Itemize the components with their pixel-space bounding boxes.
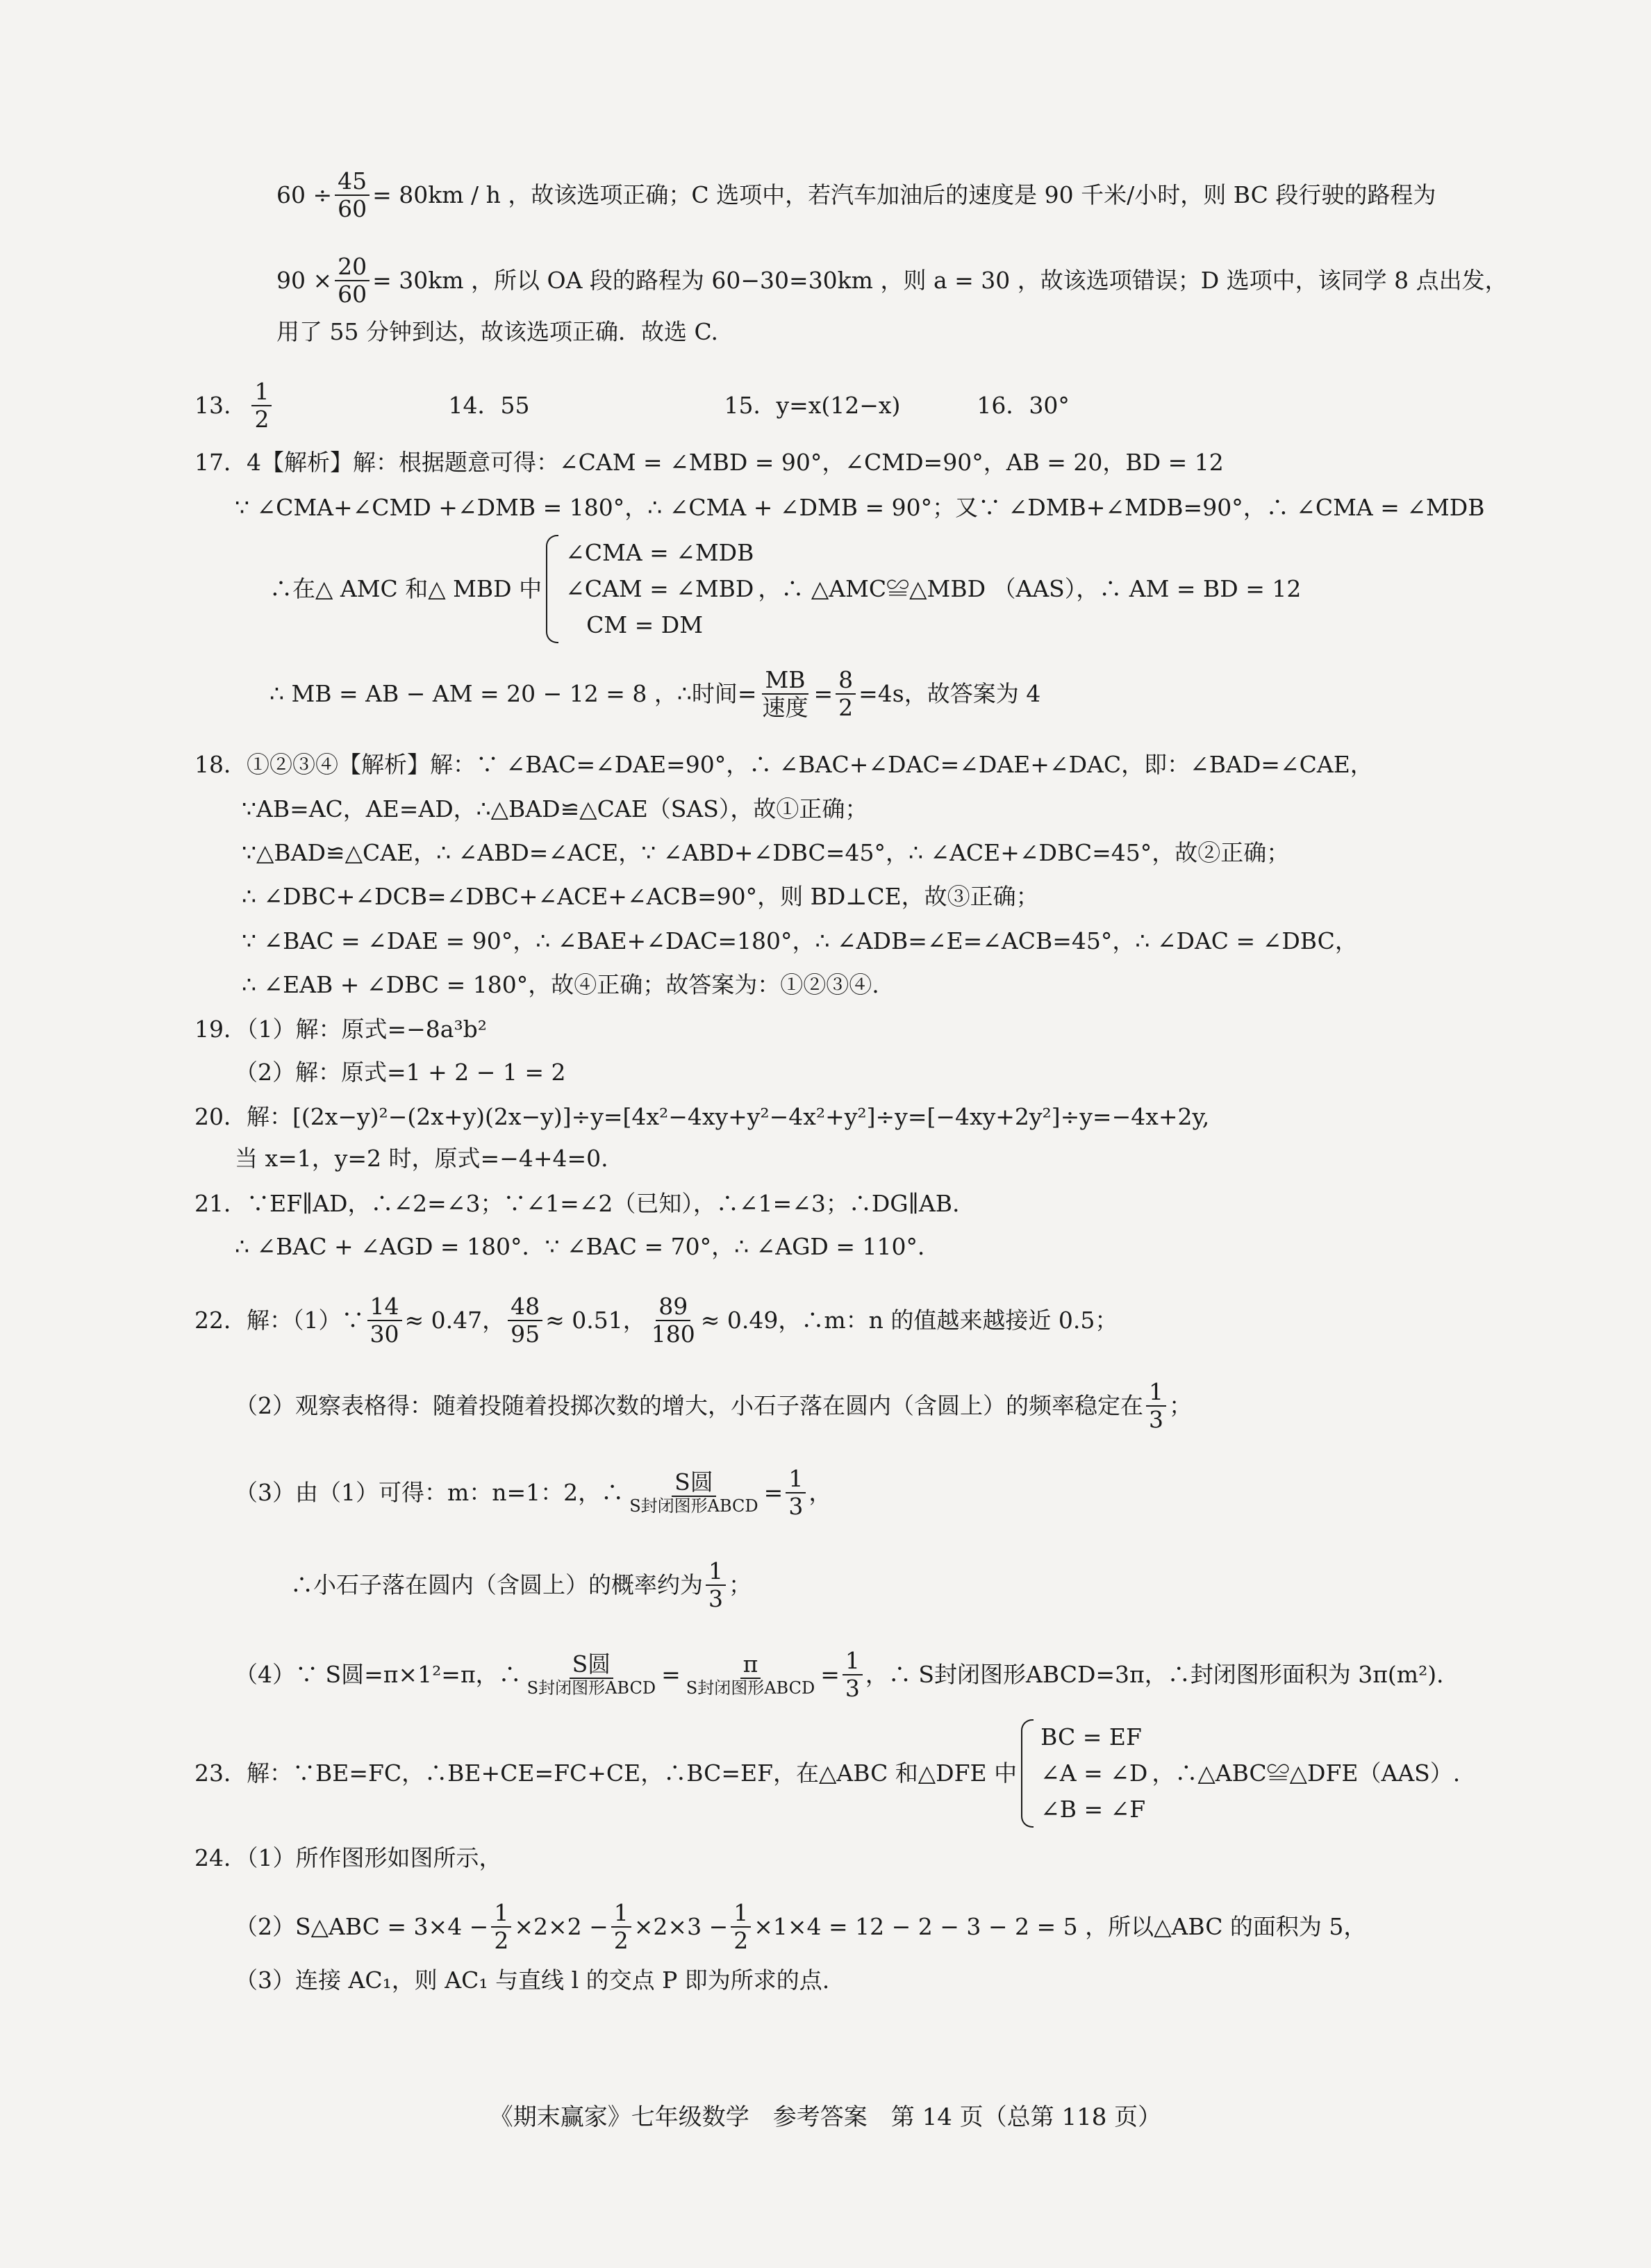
q20-line: 当 x=1，y=2 时，原式=−4+4=0. <box>235 1145 608 1172</box>
q17-line: ∵ ∠CMA+∠CMD +∠DMB = 180°，∴ ∠CMA + ∠DMB = 90°；又∵ ∠DMB+∠MDB=90°，∴ ∠CMA = ∠MDB <box>235 494 1485 521</box>
fraction: $\frac{8}{2}$ <box>836 667 856 721</box>
fraction: $\frac{\text{S圆}}{\text{S封闭图形ABCD}}$ <box>629 1468 758 1516</box>
q17-system-line: ∴在△ AMC 和△ MBD 中 ∠CMA = ∠MDB ∠CAM = ∠MBD CM = DM ，∴ △AMC≌△MBD （AAS），∴ AM = BD = 12 <box>269 535 1301 643</box>
q22-line: 22．解：（1）∵ $\frac{14}{30}$ ≈ 0.47， $\frac{48}{95}$ ≈ 0.51， $\frac{89}{180}$ ≈ 0.49，∴m：n 的值越来越接近 0.5； <box>194 1293 1118 1348</box>
answers-13-16: 13. $\frac{1}{2}$ 14．55 15．y=x(12−x) 16．30° <box>194 378 1070 433</box>
left-brace <box>1021 1719 1034 1828</box>
q19-line: （2）解：原式=1 + 2 − 1 = 2 <box>235 1059 566 1086</box>
fraction: $\frac{45}{60}$ <box>335 168 370 222</box>
text-line: 用了 55 分钟到达，故该选项正确．故选 C. <box>276 318 719 345</box>
q21-line: ∴ ∠BAC + ∠AGD = 180°．∵ ∠BAC = 70°，∴ ∠AGD = 110°． <box>235 1233 941 1260</box>
fraction: $\frac{\text{S圆}}{\text{S封闭图形ABCD}}$ <box>526 1650 656 1698</box>
q19-line: 19．（1）解：原式=−8a³b² <box>194 1016 488 1043</box>
fraction: $\frac{48}{95}$ <box>508 1293 542 1348</box>
q18-line: 18．①②③④【解析】解：∵ ∠BAC=∠DAE=90°，∴ ∠BAC+∠DAC=∠DAE+∠DAC，即：∠BAD=∠CAE， <box>194 751 1373 778</box>
fraction: $\frac{1}{3}$ <box>1146 1379 1166 1433</box>
fraction: $\frac{14}{30}$ <box>367 1293 402 1348</box>
q22-line: ∴小石子落在圆内（含圆上）的概率约为 $\frac{1}{3}$ ； <box>290 1557 752 1612</box>
equation-system: ∠CMA = ∠MDB ∠CAM = ∠MBD CM = DM <box>546 535 754 643</box>
q17-line: ∴ MB = AB − AM = 20 − 12 = 8 ，∴时间= $\frac{MB}{\text{速度}}$ = $\frac{8}{2}$ =4s，故答案为 4 <box>269 666 1041 721</box>
text-line: 90 × $\frac{20}{60}$ = 30km ，所以 OA 段的路程为 60−30=30km ，则 a = 30 ，故该选项错误；D 选项中，该同学 8 点出发， <box>276 253 1508 308</box>
q23-line: 23．解：∵BE=FC，∴BE+CE=FC+CE，∴BC=EF，在△ABC 和△DFE 中 BC = EF ∠A = ∠D ∠B = ∠F ，∴△ABC≌△DFE（AAS）. <box>194 1719 1460 1828</box>
left-brace <box>546 535 558 643</box>
q24-line: 24．（1）所作图形如图所示， <box>194 1844 502 1871</box>
fraction: $\frac{1}{2}$ <box>251 379 272 433</box>
fraction: $\frac{89}{180}$ <box>651 1293 695 1348</box>
text-line: 60 ÷ $\frac{45}{60}$ = 80km / h ，故该选项正确；C 选项中，若汽车加油后的速度是 90 千米/小时，则 BC 段行驶的路程为 <box>276 167 1436 222</box>
q20-line: 20．解：[(2x−y)²−(2x+y)(2x−y)]÷y=[4x²−4xy+y²−4x²+y²]÷y=[−4xy+2y²]÷y=−4x+2y, <box>194 1103 1210 1130</box>
q21-line: 21．∵EF∥AD，∴∠2=∠3；∵∠1=∠2（已知），∴∠1=∠3；∴DG∥AB. <box>194 1190 960 1217</box>
q18-line: ∵△BAD≌△CAE，∴ ∠ABD=∠ACE，∵ ∠ABD+∠DBC=45°，∴ ∠ACE+∠DBC=45°，故②正确； <box>242 839 1290 866</box>
fraction: $\frac{MB}{\text{速度}}$ <box>762 666 808 721</box>
q22-line: （4）∵ S圆=π×1²=π，∴ $\frac{\text{S圆}}{\text{S封闭图形ABCD}}$ = $\frac{\pi}{\text{S封闭图形ABCD}}$ = $\frac{1}{3}$ ，∴ S封闭图形ABCD=3π，∴封闭图形面积为 3π(m²)． <box>235 1647 1460 1702</box>
fraction: $\frac{1}{3}$ <box>786 1466 806 1520</box>
q22-line: （2）观察表格得：随着投随着投掷次数的增大，小石子落在圆内（含圆上）的频率稳定在 $\frac{1}{3}$ ； <box>235 1378 1192 1433</box>
fraction: $\frac{1}{2}$ <box>491 1900 511 1954</box>
fraction: $\frac{1}{3}$ <box>706 1558 726 1612</box>
q24-line: （2）S△ABC = 3×4 − $\frac{1}{2}$ ×2×2 − $\frac{1}{2}$ ×2×3 − $\frac{1}{2}$ ×1×4 = 12 − 2 − 3 − 2 = 5 ，所以△ABC 的面积为 5， <box>235 1899 1367 1954</box>
fraction: $\frac{1}{3}$ <box>843 1648 863 1702</box>
q18-line: ∴ ∠EAB + ∠DBC = 180°，故④正确；故答案为：①②③④. <box>242 971 879 998</box>
fraction: $\frac{1}{2}$ <box>611 1900 631 1954</box>
fraction: $\frac{\pi}{\text{S封闭图形ABCD}}$ <box>686 1650 815 1698</box>
q17-line: 17．4【解析】解：根据题意可得：∠CAM = ∠MBD = 90°，∠CMD=90°，AB = 20，BD = 12 <box>194 449 1224 476</box>
page-footer: 《期末赢家》七年级数学 参考答案 第 14 页（总第 118 页） <box>489 2103 1162 2131</box>
q18-line: ∵AB=AC，AE=AD，∴△BAD≌△CAE（SAS），故①正确； <box>242 795 868 822</box>
q24-line: （3）连接 AC₁，则 AC₁ 与直线 l 的交点 P 即为所求的点. <box>235 1967 830 1994</box>
q18-line: ∵ ∠BAC = ∠DAE = 90°，∴ ∠BAE+∠DAC=180°，∴ ∠ADB=∠E=∠ACB=45°，∴ ∠DAC = ∠DBC， <box>242 927 1358 954</box>
q22-line: （3）由（1）可得：m：n=1：2，∴ $\frac{\text{S圆}}{\text{S封闭图形ABCD}}$ = $\frac{1}{3}$ ， <box>235 1465 832 1520</box>
equation-system: BC = EF ∠A = ∠D ∠B = ∠F <box>1021 1719 1147 1828</box>
fraction: $\frac{20}{60}$ <box>335 254 370 308</box>
q18-line: ∴ ∠DBC+∠DCB=∠DBC+∠ACE+∠ACB=90°，则 BD⊥CE，故③正确； <box>242 883 1039 910</box>
fraction: $\frac{1}{2}$ <box>731 1900 751 1954</box>
